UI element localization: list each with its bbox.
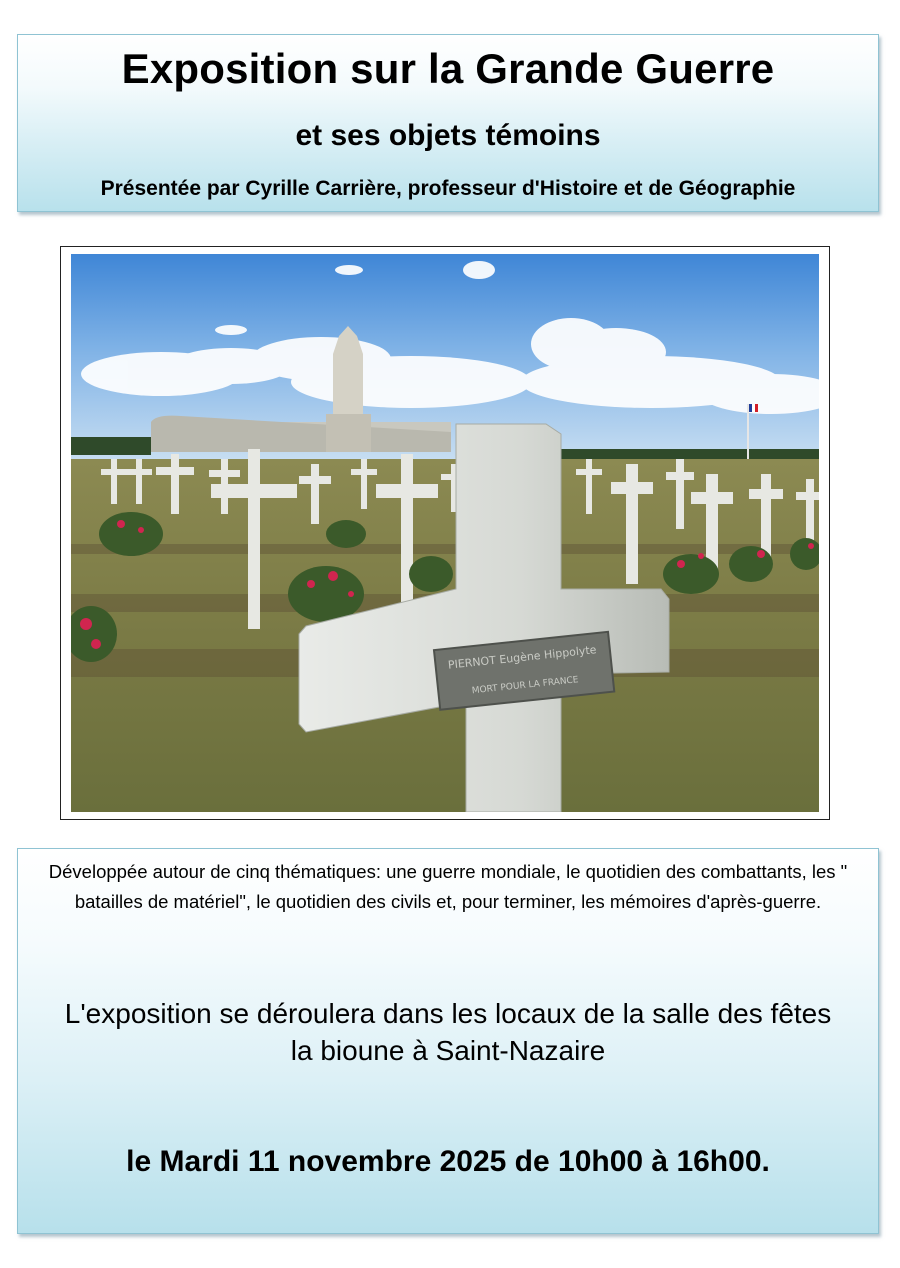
themes-paragraph: Développée autour de cinq thématiques: une guerre mondiale, le quotidien des combattants, les " batailles de matériel", le quotidien des civils et, pour terminer, les mémoires d'après-guerre. [48,861,848,912]
location-text [28,995,868,1069]
presenter-line: Présentée par Cyrille Carrière, professeur d'Histoire et de Géographie [100,177,796,200]
plaque-name: PIERNOT Eugène Hippolyte [447,643,598,672]
plaque-inscription: MORT POUR LA FRANCE [471,675,580,697]
poster-title: Exposition sur la Grande Guerre [121,45,775,92]
info-panel [17,848,879,1234]
location-line-2: la bioune à Saint-Nazaire [290,1035,606,1066]
photo-frame [60,246,830,820]
header-banner [17,34,879,212]
cemetery-photo [71,254,819,812]
location-line-1: L'exposition se déroulera dans les locaux de la salle des fêtes [64,998,832,1029]
event-date-time: le Mardi 11 novembre 2025 de 10h00 à 16h00. [126,1145,770,1178]
poster-subtitle: et ses objets témoins [295,119,601,152]
